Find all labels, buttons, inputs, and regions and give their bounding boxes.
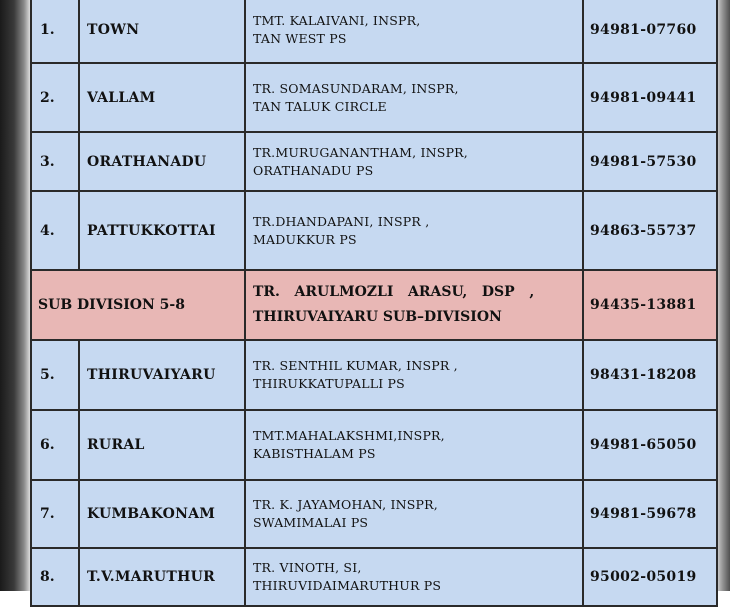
table-row xyxy=(31,0,717,63)
officer-station: ORATHANADU PS xyxy=(253,162,374,178)
officer-station: SWAMIMALAI PS xyxy=(253,515,369,530)
officer-cell xyxy=(245,132,583,191)
station-name: RURAL xyxy=(79,410,245,480)
phone-number: 94981-59678 xyxy=(583,480,717,548)
subdivision-phone: 94435-13881 xyxy=(583,270,717,340)
table-row xyxy=(31,63,717,132)
officer-station: MADUKKUR PS xyxy=(253,231,357,247)
station-name: THIRUVAIYARU xyxy=(79,340,245,410)
table-row xyxy=(31,132,717,191)
officer-name: TR. SOMASUNDARAM, INSPR, xyxy=(253,80,459,96)
officer-name: TR.DHANDAPANI, INSPR , xyxy=(253,213,430,229)
station-name: VALLAM xyxy=(79,63,245,132)
scan-frame-right xyxy=(716,0,730,591)
phone-number: 95002-05019 xyxy=(583,548,717,606)
police-contact-table xyxy=(30,0,718,607)
station-name: T.V.MARUTHUR xyxy=(79,548,245,606)
table-row xyxy=(31,480,717,548)
station-name: ORATHANADU xyxy=(79,132,245,191)
row-number: 4. xyxy=(31,191,79,270)
officer-station: TAN TALUK CIRCLE xyxy=(253,98,387,114)
row-number: 6. xyxy=(31,410,79,480)
subdivision-officer-office: THIRUVAIYARU SUB–DIVISION xyxy=(253,309,502,325)
subdivision-officer-name: TR. ARULMOZLI ARASU, DSP , xyxy=(253,284,535,300)
station-name: TOWN xyxy=(79,0,245,63)
subdivision-label: SUB DIVISION 5-8 xyxy=(31,270,245,340)
officer-station: KABISTHALAM PS xyxy=(253,446,376,461)
officer-cell xyxy=(245,410,583,480)
officer-cell xyxy=(245,480,583,548)
officer-station: THIRUVIDAIMARUTHUR PS xyxy=(253,578,442,593)
phone-number: 94981-65050 xyxy=(583,410,717,480)
officer-name: TR.MURUGANANTHAM, INSPR, xyxy=(253,144,468,160)
table-row xyxy=(31,410,717,480)
row-number: 7. xyxy=(31,480,79,548)
officer-station: TAN WEST PS xyxy=(253,31,347,46)
officer-name: TR. SENTHIL KUMAR, INSPR , xyxy=(253,358,458,373)
officer-cell xyxy=(245,0,583,63)
subdivision-officer-cell xyxy=(245,270,583,340)
officer-cell xyxy=(245,63,583,132)
officer-cell xyxy=(245,191,583,270)
officer-name: TMT.MAHALAKSHMI,INSPR, xyxy=(253,428,445,443)
officer-cell xyxy=(245,340,583,410)
officer-name: TMT. KALAIVANI, INSPR, xyxy=(253,13,421,28)
phone-number: 94981-57530 xyxy=(583,132,717,191)
row-number: 1. xyxy=(31,0,79,63)
row-number: 8. xyxy=(31,548,79,606)
station-name: PATTUKKOTTAI xyxy=(79,191,245,270)
station-name: KUMBAKONAM xyxy=(79,480,245,548)
table-row xyxy=(31,548,717,606)
officer-station: THIRUKKATUPALLI PS xyxy=(253,376,405,391)
phone-number: 94981-07760 xyxy=(583,0,717,63)
scan-frame-left xyxy=(0,0,30,591)
officer-name: TR. VINOTH, SI, xyxy=(253,560,362,575)
subdivision-row xyxy=(31,270,717,340)
table-row xyxy=(31,340,717,410)
phone-number: 94981-09441 xyxy=(583,63,717,132)
phone-number: 94863-55737 xyxy=(583,191,717,270)
row-number: 2. xyxy=(31,63,79,132)
officer-cell xyxy=(245,548,583,606)
row-number: 5. xyxy=(31,340,79,410)
officer-name: TR. K. JAYAMOHAN, INSPR, xyxy=(253,497,438,512)
phone-number: 98431-18208 xyxy=(583,340,717,410)
table-row xyxy=(31,191,717,270)
row-number: 3. xyxy=(31,132,79,191)
